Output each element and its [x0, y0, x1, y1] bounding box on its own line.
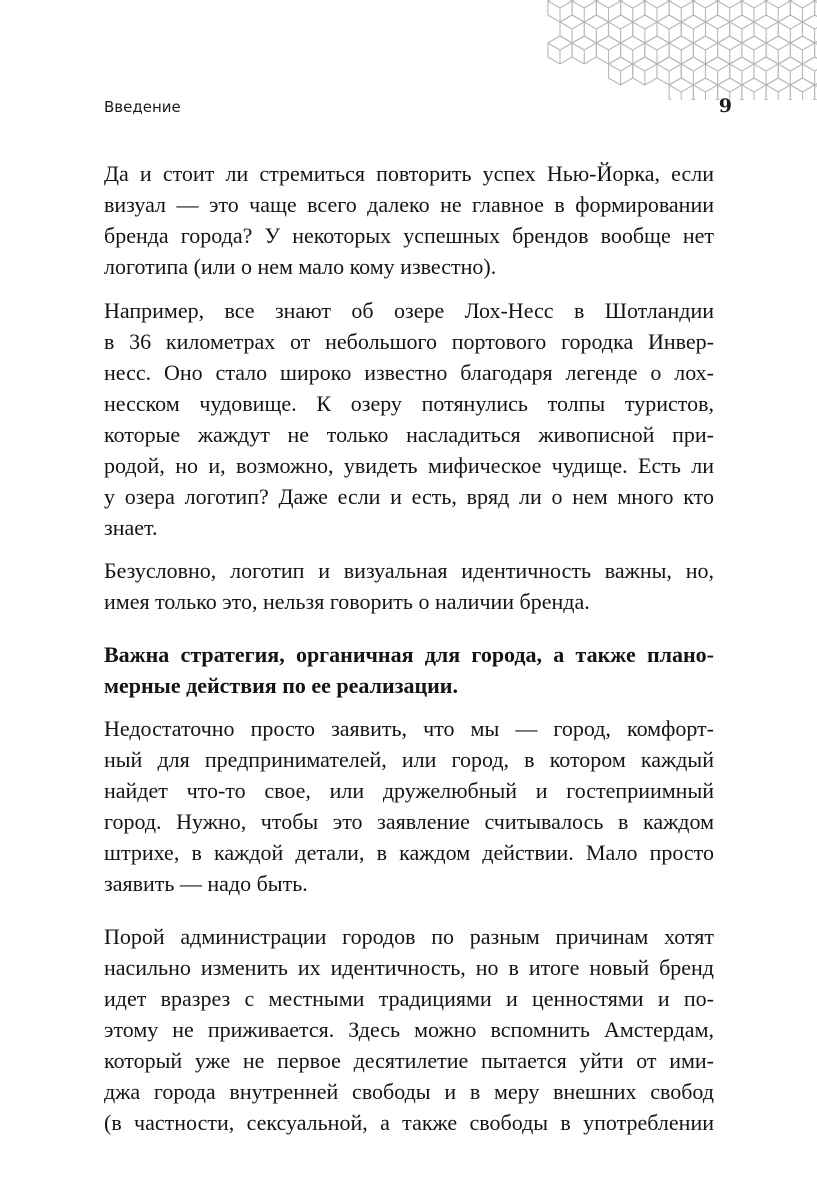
cube-edge: [693, 22, 705, 29]
cube-edge: [572, 43, 584, 50]
page-number: 9: [718, 95, 732, 117]
text-line: родой, но и, возможно, увидеть мифическое чудище. Есть ли: [104, 453, 714, 478]
text-line: идет вразрез с местными традициями и ценностями и по-: [104, 986, 714, 1011]
cube-edge: [693, 1, 705, 8]
cube-edge: [790, 43, 802, 50]
cube-edge: [621, 64, 633, 71]
cube-edge: [633, 1, 645, 8]
paragraph-2: [104, 295, 714, 543]
cube-edge: [766, 85, 778, 92]
text-line: Например, все знают об озере Лох-Несс в Шотландии: [104, 298, 714, 323]
cube-edge: [621, 1, 633, 8]
cube-edge: [584, 22, 596, 29]
cube-edge: [730, 22, 742, 29]
cube-edge: [754, 22, 766, 29]
text-line: имея только это, нельзя говорить о наличии бренда.: [104, 589, 590, 614]
cube-edge: [790, 22, 802, 29]
cube-edge: [766, 43, 778, 50]
cube-edge: [778, 43, 790, 50]
cube-edge: [718, 43, 730, 50]
cube-edge: [718, 85, 730, 92]
cube-edge: [596, 1, 608, 8]
cube-edge: [730, 43, 742, 50]
text-line: Порой администрации городов по разным причинам хотят: [104, 924, 714, 949]
cube-edge: [657, 64, 669, 71]
cube-edge: [693, 43, 705, 50]
cube-edge: [802, 85, 814, 92]
text-line: заявить — надо быть.: [104, 871, 308, 896]
cube-edge: [766, 64, 778, 71]
cube-edge: [705, 85, 717, 92]
cube-edge: [766, 22, 778, 29]
paragraph-5: [104, 713, 714, 899]
text-line: Да и стоит ли стремиться повторить успех Нью-Йорка, если: [104, 161, 714, 186]
text-line: логотипа (или о нем мало кому известно).: [104, 254, 497, 279]
cube-edge: [754, 43, 766, 50]
cube-edge: [633, 64, 645, 71]
text-line: которые жаждут не только насладиться живописной при-: [104, 422, 714, 447]
cube-edge: [560, 43, 572, 50]
cube-edge: [730, 64, 742, 71]
cube-edge: [742, 85, 754, 92]
cube-edge: [608, 22, 620, 29]
cube-edge: [802, 43, 814, 50]
text-line: (в частности, сексуальной, а также свободы в употреблении: [104, 1110, 714, 1135]
text-line: джа города внутренней свободы и в меру внешних свобод: [104, 1079, 714, 1104]
cube-edge: [621, 43, 633, 50]
paragraph-4-bold: [104, 639, 714, 701]
text-line: мерные действия по ее реализации.: [104, 673, 458, 698]
cube-edge: [754, 1, 766, 8]
cube-edge: [645, 43, 657, 50]
cube-edge: [802, 1, 814, 8]
text-line: насильно изменить их идентичность, но в итоге новый бренд: [104, 955, 714, 980]
cube-edge: [754, 85, 766, 92]
cube-edge: [802, 22, 814, 29]
text-line: ный для предпринимателей, или город, в котором каждый: [104, 747, 714, 772]
cube-edge: [608, 43, 620, 50]
cube-edge: [802, 64, 814, 71]
cube-edge: [560, 1, 572, 8]
cube-edge: [560, 22, 572, 29]
cube-edge: [669, 85, 681, 92]
cube-edge: [572, 1, 584, 8]
cube-edge: [584, 43, 596, 50]
cube-edge: [669, 1, 681, 8]
cube-edge: [681, 85, 693, 92]
cube-edge: [548, 1, 560, 8]
cube-edge: [657, 1, 669, 8]
cube-edge: [718, 1, 730, 8]
cube-edge: [681, 1, 693, 8]
text-line: бренда города? У некоторых успешных брендов вообще нет: [104, 223, 714, 248]
cube-edge: [705, 43, 717, 50]
cube-edge: [742, 22, 754, 29]
cube-edge: [790, 64, 802, 71]
paragraph-1: [104, 158, 714, 282]
text-line: штрихе, в каждой детали, в каждом действии. Мало просто: [104, 840, 714, 865]
cube-edge: [681, 22, 693, 29]
cube-edge: [608, 1, 620, 8]
cube-edge: [657, 22, 669, 29]
cube-edge: [705, 1, 717, 8]
text-line: у озера логотип? Даже если и есть, вряд ли о нем много кто: [104, 484, 714, 509]
cube-edge: [742, 43, 754, 50]
cube-edge: [681, 64, 693, 71]
cube-edge: [693, 85, 705, 92]
text-line: Важна стратегия, органичная для города, а также плано-: [104, 642, 714, 667]
cube-edge: [669, 43, 681, 50]
cube-edge: [778, 22, 790, 29]
cube-edge: [778, 85, 790, 92]
cube-edge: [778, 1, 790, 8]
cube-edge: [705, 22, 717, 29]
text-line: Безусловно, логотип и визуальная идентичность важны, но,: [104, 558, 714, 583]
text-line: несс. Оно стало широко известно благодаря легенде о лох-: [104, 360, 714, 385]
cube-edge: [596, 43, 608, 50]
text-line: найдет что-то свое, или дружелюбный и гостеприимный: [104, 778, 714, 803]
cube-edge: [548, 43, 560, 50]
cube-edge: [766, 1, 778, 8]
cube-edge: [633, 22, 645, 29]
cube-edge: [681, 43, 693, 50]
cube-edge: [778, 64, 790, 71]
cube-edge: [645, 1, 657, 8]
text-line: в 36 километрах от небольшого портового городка Инвер-: [104, 329, 714, 354]
cube-edge: [645, 64, 657, 71]
cube-edge: [718, 22, 730, 29]
cube-edge: [730, 85, 742, 92]
body-text: [104, 158, 714, 1138]
cube-edge: [705, 64, 717, 71]
text-line: визуал — это чаще всего далеко не главное в формировании: [104, 192, 714, 217]
text-line: этому не приживается. Здесь можно вспомнить Амстердам,: [104, 1017, 714, 1042]
text-line: город. Нужно, чтобы это заявление считывалось в каждом: [104, 809, 714, 834]
text-line: который уже не первое десятилетие пытается уйти от ими-: [104, 1048, 714, 1073]
paragraph-6: [104, 921, 714, 1138]
cube-edge: [645, 22, 657, 29]
text-line: знает.: [104, 515, 158, 540]
cube-edge: [633, 43, 645, 50]
cube-edge: [742, 64, 754, 71]
cube-edge: [657, 43, 669, 50]
cube-edge: [790, 1, 802, 8]
cube-edge: [608, 64, 620, 71]
isometric-cube-pattern-icon: [540, 0, 817, 100]
cube-edge: [730, 1, 742, 8]
cube-edge: [754, 64, 766, 71]
cube-edge: [790, 85, 802, 92]
cube-edge: [596, 22, 608, 29]
cube-edge: [669, 64, 681, 71]
text-line: Недостаточно просто заявить, что мы — город, комфорт-: [104, 716, 714, 741]
running-head-section-title: Введение: [104, 98, 181, 116]
cube-edge: [693, 64, 705, 71]
cube-edge: [584, 1, 596, 8]
cube-edge: [621, 22, 633, 29]
cube-edge: [669, 22, 681, 29]
cube-edge: [718, 64, 730, 71]
cube-edge: [742, 1, 754, 8]
text-line: несском чудовище. К озеру потянулись толпы туристов,: [104, 391, 714, 416]
paragraph-3: [104, 555, 714, 617]
cube-edge: [572, 22, 584, 29]
